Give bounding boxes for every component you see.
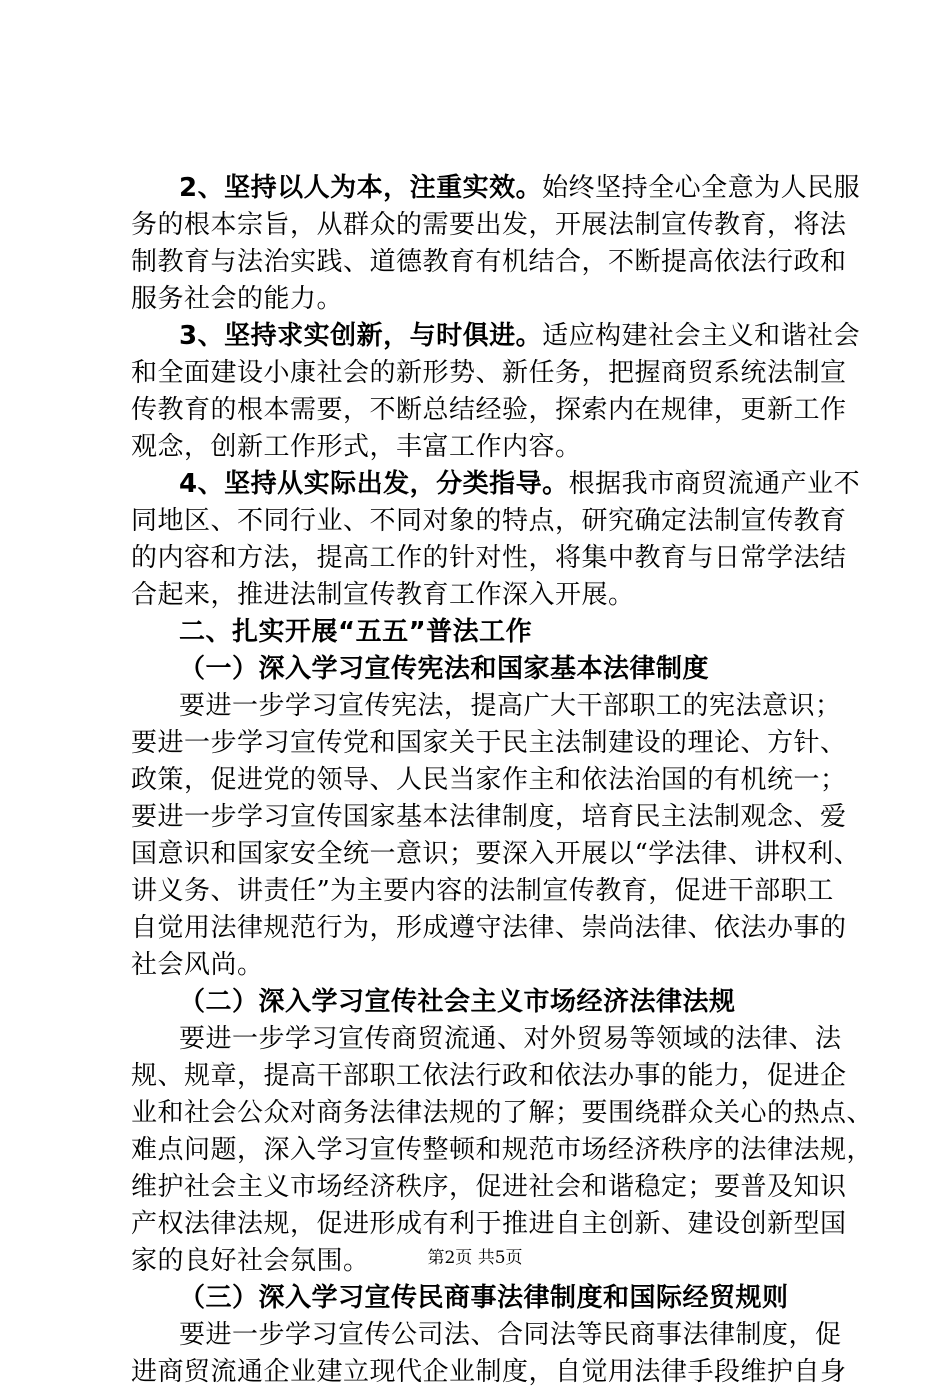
text-line bbox=[131, 984, 831, 1021]
bold-heading: （一）深入学习宣传宪法和国家基本法律制度 bbox=[179, 654, 710, 684]
text-line bbox=[131, 762, 847, 799]
body-text: 务的根本宗旨，从群众的需要出发，开展法制宣传教育，将法 bbox=[131, 210, 847, 240]
body-text: 根据我市商贸流通产业不 bbox=[568, 469, 861, 499]
body-text: 进商贸流通企业建立现代企业制度，自觉用法律手段维护自身 bbox=[131, 1357, 847, 1387]
body-text: 业和社会公众对商务法律法规的了解；要围绕群众关心的热点、 bbox=[131, 1098, 874, 1128]
body-text: 要进一步学习宣传宪法，提高广大干部职工的宪法意识； bbox=[179, 691, 842, 721]
text-line bbox=[131, 873, 834, 910]
body-text: 制教育与法治实践、道德教育有机结合，不断提高依法行政和 bbox=[131, 247, 847, 277]
body-text: 家的良好社会氛围。 bbox=[131, 1246, 370, 1276]
text-line bbox=[131, 429, 831, 466]
body-text: 讲义务、讲责任”为主要内容的法制宣传教育，促进干部职工 bbox=[131, 876, 834, 906]
body-text: 产权法律法规，促进形成有利于推进自主创新、建设创新型国 bbox=[131, 1209, 847, 1239]
body-text: 的内容和方法，提高工作的针对性，将集中教育与日常学法结 bbox=[131, 543, 847, 573]
body-text: 传教育的根本需要，不断总结经验，探索内在规律，更新工作 bbox=[131, 395, 847, 425]
text-line bbox=[131, 207, 847, 244]
text-line bbox=[131, 466, 861, 503]
text-line bbox=[131, 1095, 874, 1132]
text-line bbox=[131, 355, 847, 392]
text-line bbox=[131, 1169, 847, 1206]
bold-heading: 二、扎实开展“五五”普法工作 bbox=[179, 617, 533, 647]
bold-heading: （三）深入学习宣传民商事法律制度和国际经贸规则 bbox=[179, 1283, 789, 1313]
text-line bbox=[131, 1280, 831, 1317]
text-line bbox=[131, 651, 831, 688]
text-line bbox=[131, 170, 861, 207]
text-line bbox=[131, 318, 861, 355]
text-line bbox=[131, 725, 847, 762]
text-line bbox=[131, 392, 847, 429]
body-text: 合起来，推进法制宣传教育工作深入开展。 bbox=[131, 580, 635, 610]
text-line bbox=[131, 1206, 847, 1243]
body-text: 要进一步学习宣传党和国家关于民主法制建设的理论、方针、 bbox=[131, 728, 847, 758]
text-line bbox=[131, 577, 831, 614]
text-line bbox=[131, 503, 847, 540]
bold-heading: 2、坚持以人为本，注重实效。 bbox=[179, 173, 543, 203]
body-text: 维护社会主义市场经济秩序，促进社会和谐稳定；要普及知识 bbox=[131, 1172, 847, 1202]
bold-heading: 4、坚持从实际出发，分类指导。 bbox=[179, 469, 569, 499]
text-line bbox=[131, 836, 861, 873]
text-line bbox=[131, 910, 847, 947]
body-text: 政策，促进党的领导、人民当家作主和依法治国的有机统一； bbox=[131, 765, 847, 795]
text-line bbox=[131, 614, 831, 651]
text-line bbox=[131, 540, 847, 577]
body-text: 难点问题，深入学习宣传整顿和规范市场经济秩序的法律法规， bbox=[131, 1135, 874, 1165]
body-text: 规、规章，提高干部职工依法行政和依法办事的能力，促进企 bbox=[131, 1061, 847, 1091]
body-text: 同地区、不同行业、不同对象的特点，研究确定法制宣传教育 bbox=[131, 506, 847, 536]
body-text: 观念，创新工作形式，丰富工作内容。 bbox=[131, 432, 582, 462]
document-body bbox=[131, 170, 874, 1391]
body-text: 社会风尚。 bbox=[131, 950, 264, 980]
page-footer: 第2页 共5页 bbox=[427, 1248, 523, 1268]
body-text: 要进一步学习宣传商贸流通、对外贸易等领域的法律、法 bbox=[179, 1024, 842, 1054]
text-line bbox=[131, 1354, 847, 1391]
body-text: 始终坚持全心全意为人民服 bbox=[542, 173, 861, 203]
text-line bbox=[131, 947, 831, 984]
text-line bbox=[131, 1132, 874, 1169]
text-line bbox=[131, 1317, 842, 1354]
body-text: 要进一步学习宣传公司法、合同法等民商事法律制度，促 bbox=[179, 1320, 842, 1350]
text-line bbox=[131, 281, 831, 318]
text-line bbox=[131, 688, 842, 725]
text-line bbox=[131, 244, 847, 281]
bold-heading: （二）深入学习宣传社会主义市场经济法律法规 bbox=[179, 987, 736, 1017]
text-line bbox=[131, 799, 847, 836]
text-line bbox=[131, 1058, 847, 1095]
text-line bbox=[131, 1021, 842, 1058]
body-text: 服务社会的能力。 bbox=[131, 284, 344, 314]
bold-heading: 3、坚持求实创新，与时俱进。 bbox=[179, 321, 543, 351]
body-text: 适应构建社会主义和谐社会 bbox=[542, 321, 861, 351]
body-text: 和全面建设小康社会的新形势、新任务，把握商贸系统法制宣 bbox=[131, 358, 847, 388]
body-text: 要进一步学习宣传国家基本法律制度，培育民主法制观念、爱 bbox=[131, 802, 847, 832]
body-text: 自觉用法律规范行为，形成遵守法律、崇尚法律、依法办事的 bbox=[131, 913, 847, 943]
body-text: 国意识和国家安全统一意识；要深入开展以“学法律、讲权利、 bbox=[131, 839, 861, 869]
